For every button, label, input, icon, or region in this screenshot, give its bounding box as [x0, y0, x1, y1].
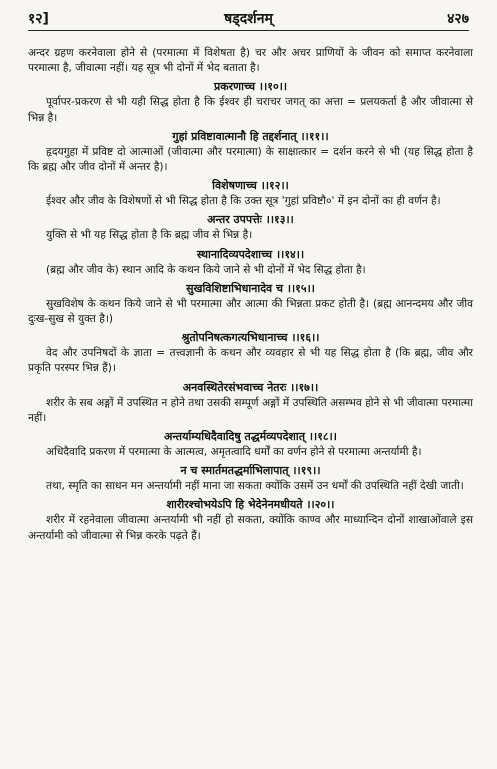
body-paragraph: वेद और उपनिषदों के ज्ञाता = तत्त्वज्ञानी के कथन और व्यवहार से भी यह सिद्ध होता है (कि ब्रह्म, जीव और प्रकृति परस्पर भिन्न हैं)। — [28, 347, 473, 375]
page-header — [28, 6, 469, 31]
page-body — [28, 46, 473, 544]
sutra-heading: सुखविशिष्टाभिधानादेव च ।।१५।। — [186, 281, 315, 295]
sutra-heading: स्थानादिव्यपदेशाच्च ।।१४।। — [196, 247, 305, 261]
body-paragraph: अन्दर ग्रहण करनेवाला होने से (परमात्मा में विशेषता है) चर और अचर प्राणियों के जीवन को समाप्त करनेवाला परमात्मा है, जीवात्मा नहीं। यह सूत्र भी दोनों में भेद बताता है। — [28, 47, 473, 75]
sutra-heading: विशेषणाच्च ।।१२।। — [212, 179, 289, 193]
body-paragraph: शरीर के सब अङ्गों में उपस्थित न होने तथा उसकी सम्पूर्ण अङ्गों में उपस्थिति असम्भव होने से भी जीवात्मा परमात्मा नहीं। — [28, 396, 473, 424]
sutra-heading: अनवस्थितेरसंभवाच्च नेतरः ।।१७।। — [182, 380, 319, 394]
sutra-heading: न च स्मार्तमतद्धर्माभिलापात् ।।१९।। — [180, 464, 321, 478]
body-paragraph: (ब्रह्म और जीव के) स्थान आदि के कथन किये जाने से भी दोनों में भेद सिद्ध होता है। — [46, 263, 366, 276]
sutra-heading: गुहां प्रविष्टावात्मानौ हि तद्दर्शनात् ।।११।। — [172, 129, 329, 143]
body-paragraph: अधिदैवादि प्रकरण में परमात्मा के आत्मत्व, अमृतत्वादि धर्मों का वर्णन होने से परमात्मा अन्तर्यामी है। — [46, 446, 422, 459]
body-paragraph: शरीर में रहनेवाला जीवात्मा अन्तर्यामी भी नहीं हो सकता, क्योंकि काण्व और माध्यान्दिन दोनों शाखाओंवाले इस अन्तर्यामी को जीवात्मा से भिन्न करके पढ़ते हैं। — [28, 514, 473, 542]
running-title: षड्दर्शनम् — [224, 11, 273, 27]
sutra-heading: अन्तर उपपत्तेः ।।१३।। — [207, 213, 294, 227]
body-paragraph: तथा, स्मृति का साधन मन अन्तर्यामी नहीं माना जा सकता क्योंकि उसमें उन धर्मों की उपस्थिति नहीं देखी जाती। — [46, 480, 464, 493]
body-paragraph: हृदयगुहा में प्रविष्ट दो आत्माओं (जीवात्मा और परमात्मा) के साक्षात्कार = दर्शन करने से भी (यह सिद्ध होता है कि ब्रह्म और जीव दोनों में अन्तर है)। — [28, 145, 473, 174]
body-paragraph: पूर्वापर-प्रकरण से भी यही सिद्ध होता है कि ईश्वर ही चराचर जगत् का अत्ता = प्रलयकर्ता है और जीवात्मा से भिन्न है। — [28, 96, 473, 124]
body-paragraph: युक्ति से भी यह सिद्ध होता है कि ब्रह्म जीव से भिन्न है। — [46, 229, 253, 242]
body-paragraph: सुखविशेष के कथन किये जाने से भी परमात्मा और आत्मा की भिन्नता प्रकट होती है। (ब्रह्म आनन्दमय और जीव दुःख-सुख से युक्त है।) — [28, 297, 473, 326]
page-number: १२] — [28, 11, 49, 27]
sutra-heading: श्रुतोपनिषत्कगत्यभिधानाच्च ।।१६।। — [181, 331, 320, 345]
sutra-heading: अन्तर्याम्यधिदैवादिषु तद्धर्मव्यपदेशात् ।।१८।। — [164, 430, 337, 444]
folio-number: ४२७ — [447, 11, 469, 27]
sutra-heading: प्रकरणाच्च ।।१०।। — [213, 80, 288, 94]
sutra-heading: शारीरश्चोभयेऽपि हि भेदेनेनमधीयते ।।२०।। — [166, 498, 335, 512]
body-paragraph: ईश्वर और जीव के विशेषणों से भी सिद्ध होता है कि उक्त सूत्र 'गुहां प्रविष्टौ०' में इन दोनों का ही वर्णन है। — [46, 195, 441, 208]
